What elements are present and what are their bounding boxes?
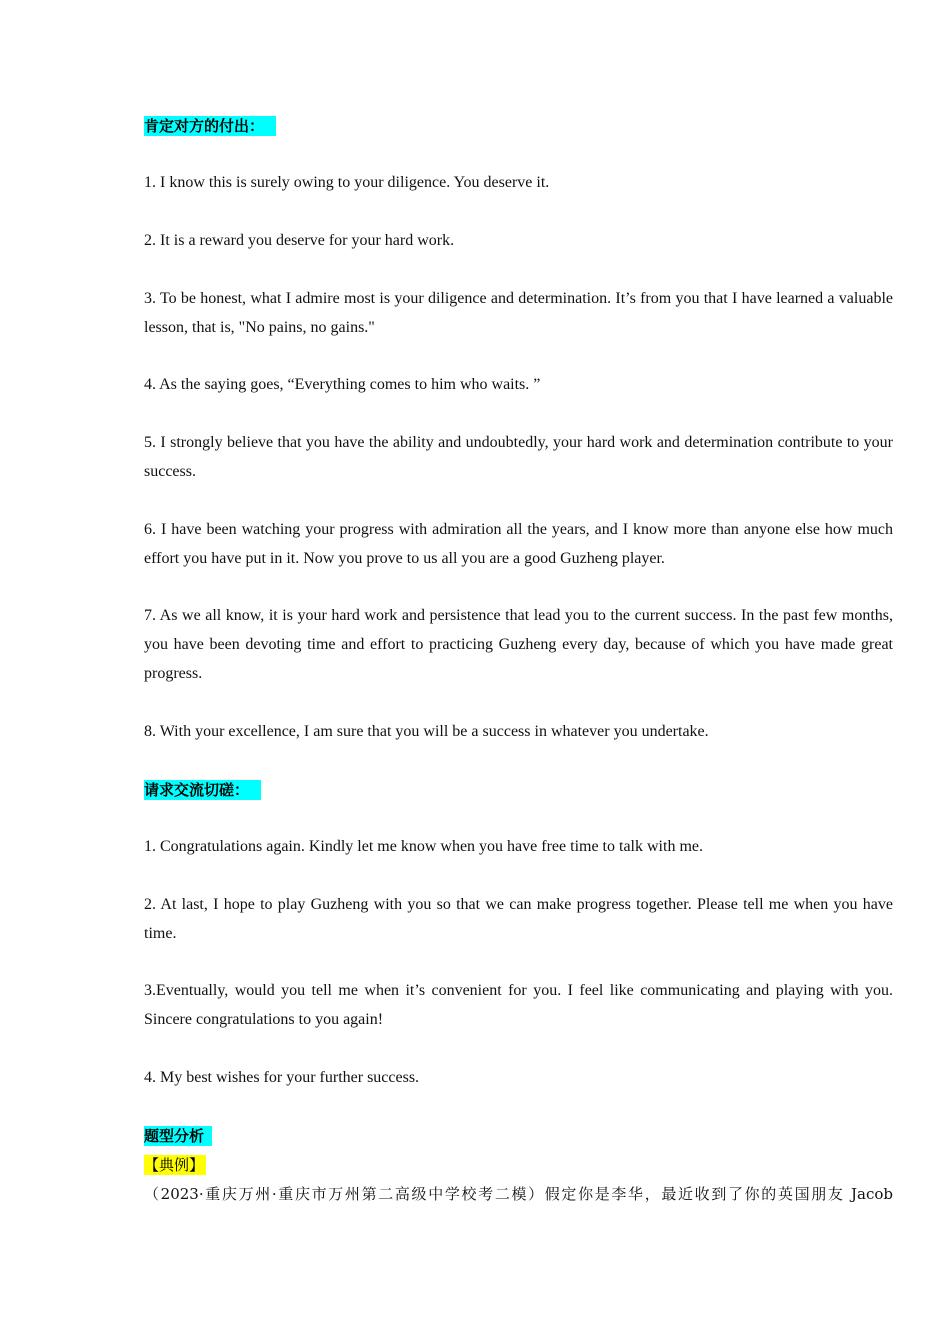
- example-tag: 【典例】: [144, 1156, 205, 1174]
- affirm-item-8: 8. With your excellence, I am sure that you will be a success in whatever you undertake.: [144, 723, 709, 740]
- section-heading-analysis: 题型分析: [144, 1126, 212, 1146]
- request-item-4: 4. My best wishes for your further success.: [144, 1069, 420, 1086]
- affirm-item-3: 3. To be honest, what I admire most is your diligence and determination. It’s from you that I have learned a valuable lesson, that is, "No pains, no gains.": [144, 290, 893, 336]
- section-heading-request: 请求交流切磋：: [144, 780, 261, 800]
- affirm-item-2: 2. It is a reward you deserve for your hard work.: [144, 232, 455, 249]
- affirm-item-7: 7. As we all know, it is your hard work and persistence that lead you to the current success. In the past few months, you have been devoting time and effort to practicing Guzheng every day, because of which you have made great progress.: [144, 607, 893, 682]
- example-text: （2023·重庆万州·重庆市万州第二高级中学校考二模）假定你是李华，最近收到了你的英国朋友 Jacob: [144, 1185, 893, 1203]
- affirm-item-5: 5. I strongly believe that you have the ability and undoubtedly, your hard work and determination contribute to your success.: [144, 434, 893, 480]
- affirm-item-6: 6. I have been watching your progress with admiration all the years, and I know more than anyone else how much effort you have put in it. Now you prove to us all you are a good Guzheng player.: [144, 521, 893, 567]
- affirm-item-1: 1. I know this is surely owing to your diligence. You deserve it.: [144, 174, 550, 191]
- request-item-3: 3.Eventually, would you tell me when it’s convenient for you. I feel like communicating and playing with you. Sincere congratulations to you again!: [144, 982, 893, 1028]
- document-page: [144, 0, 893, 1344]
- request-item-1: 1. Congratulations again. Kindly let me know when you have free time to talk with me.: [144, 838, 703, 855]
- affirm-item-4: 4. As the saying goes, “Everything comes to him who waits. ”: [144, 376, 541, 393]
- section-heading-affirm: 肯定对方的付出：: [144, 116, 276, 136]
- request-item-2: 2. At last, I hope to play Guzheng with you so that we can make progress together. Please tell me when you have time.: [144, 896, 893, 942]
